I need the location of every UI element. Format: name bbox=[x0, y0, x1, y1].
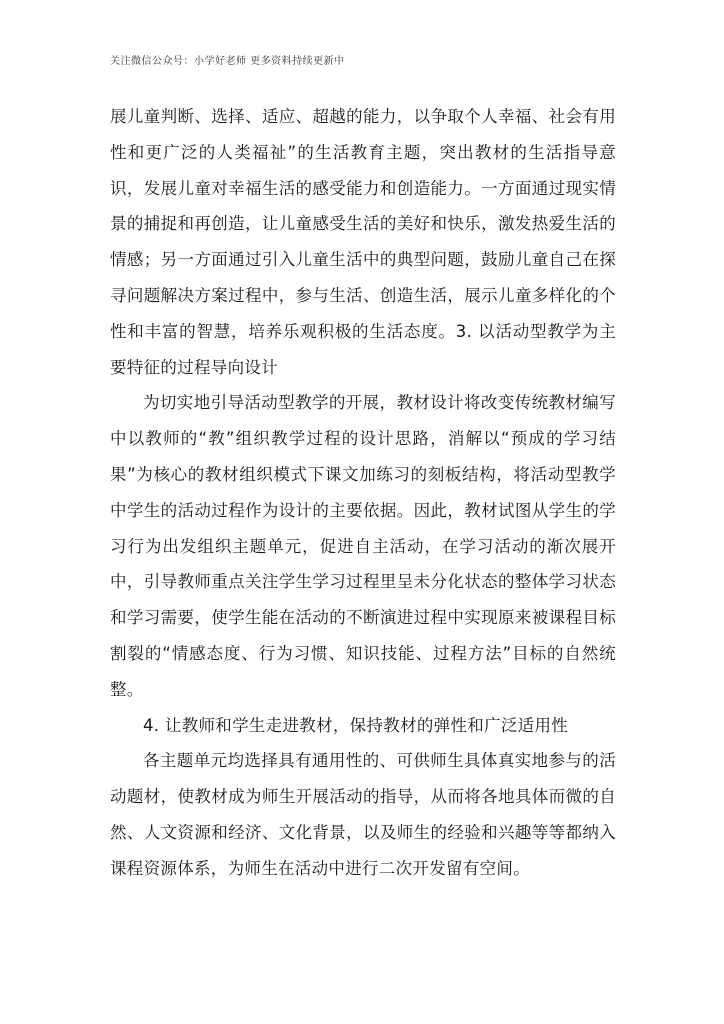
document-body bbox=[110, 99, 616, 887]
paragraph-continuation: 展儿童判断、选择、适应、超越的能力，以争取个人幸福、社会有用性和更广泛的人类福祉”的生活教育主题，突出教材的生活指导意识，发展儿童对幸福生活的感受能力和创造能力。一方面通过现实情景的捕捉和再创造，让儿童感受生活的美好和快乐，激发热爱生活的情感；另一方面通过引入儿童生活中的典型问题，鼓励儿童自己在探寻问题解决方案过程中，参与生活、创造生活，展示儿童多样化的个性和丰富的智慧，培养乐观积极的生活态度。3. 以活动型教学为主要特征的过程导向设计 bbox=[110, 107, 616, 377]
section-heading-4: 4. 让教师和学生走进教材，保持教材的弹性和广泛适用性 bbox=[143, 715, 569, 735]
paragraph-activity-teaching: 为切实地引导活动型教学的开展，教材设计将改变传统教材编写中以教师的“教”组织教学过程的设计思路，消解以“预成的学习结果”为核心的教材组织模式下课文加练习的刻板结构，将活动型教学中学生的活动过程作为设计的主要依据。因此，教材试图从学生的学习行为出发组织主题单元，促进自主活动，在学习活动的渐次展开中，引导教师重点关注学生学习过程里呈未分化状态的整体学习状态和学习需要，使学生能在活动的不断演进过程中实现原来被课程目标割裂的“情感态度、行为习惯、知识技能、过程方法”目标的自然统整。 bbox=[110, 393, 616, 699]
paragraph-theme-units: 各主题单元均选择具有通用性的、可供师生具体真实地参与的活动题材，使教材成为师生开展活动的指导，从而将各地具体而微的自然、人文资源和经济、文化背景，以及师生的经验和兴趣等等都纳入课程资源体系，为师生在活动中进行二次开发留有空间。 bbox=[110, 751, 616, 878]
header-note: 关注微信公众号：小学好老师 更多资料持续更新中 bbox=[110, 56, 345, 67]
